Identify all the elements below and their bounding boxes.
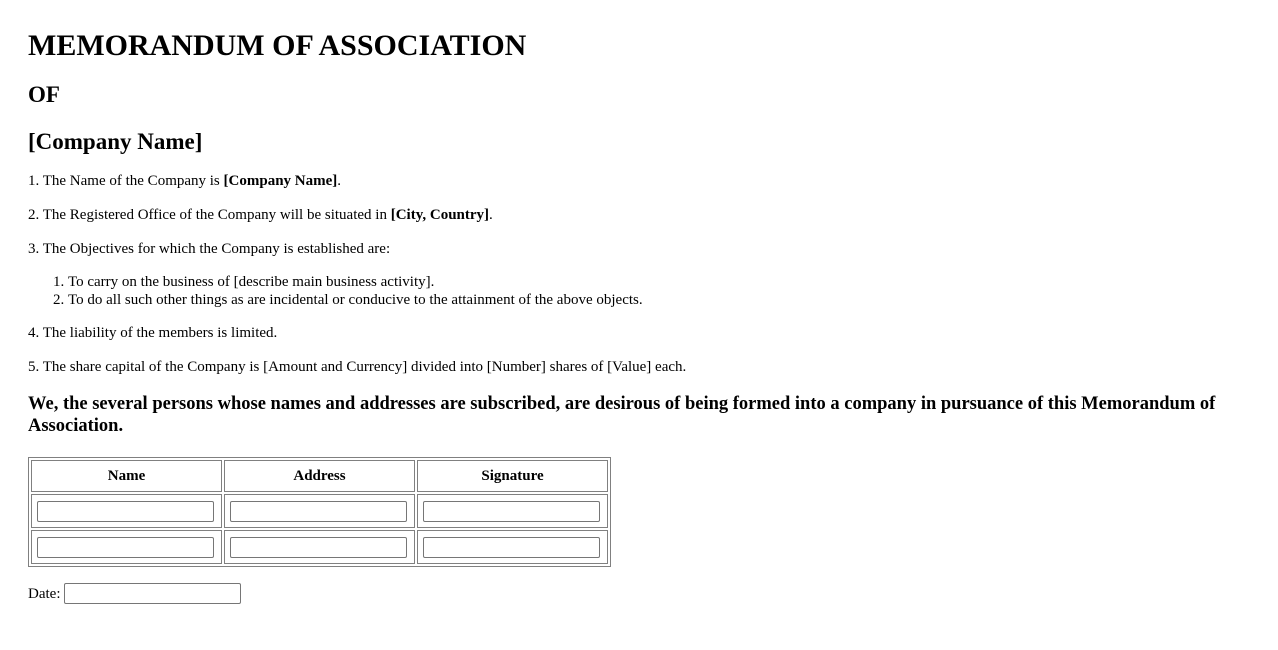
clause-5-share-capital: 5. The share capital of the Company is [Amount and Currency] divided into [Number] shares of [Value] each. bbox=[28, 359, 687, 375]
table-row bbox=[31, 530, 608, 564]
subscriber-name-input[interactable] bbox=[37, 537, 214, 558]
subscribers-declaration: We, the several persons whose names and addresses are subscribed, are desirous of being formed into a company in pursuance of this Memorandum of Association. bbox=[28, 394, 1216, 436]
column-header-address: Address bbox=[224, 460, 415, 492]
subscribers-table bbox=[28, 457, 611, 567]
subscriber-signature-input[interactable] bbox=[423, 501, 600, 522]
table-cell bbox=[417, 530, 608, 564]
clause-3-objectives: 3. The Objectives for which the Company is established are: bbox=[28, 241, 391, 257]
clause-1-period: . bbox=[337, 173, 342, 189]
objectives-list bbox=[28, 273, 1250, 309]
document-of-heading: OF bbox=[28, 82, 60, 107]
subscriber-address-input[interactable] bbox=[230, 501, 407, 522]
subscriber-name-input[interactable] bbox=[37, 501, 214, 522]
clause-1-company-placeholder: [Company Name] bbox=[223, 173, 338, 189]
subscriber-address-input[interactable] bbox=[230, 537, 407, 558]
clause-1-company-name bbox=[28, 171, 1250, 191]
objective-item: 2. To do all such other things as are incidental or conducive to the attainment of the above objects. bbox=[68, 291, 1250, 309]
date-row bbox=[28, 583, 1250, 604]
table-header-row bbox=[31, 460, 608, 492]
document-title: MEMORANDUM OF ASSOCIATION bbox=[28, 29, 527, 62]
table-row bbox=[31, 494, 608, 528]
clause-2-period: . bbox=[489, 207, 493, 223]
clause-1-text: 1. The Name of the Company is bbox=[28, 173, 224, 189]
table-cell bbox=[31, 494, 222, 528]
table-cell bbox=[224, 530, 415, 564]
objective-item: 1. To carry on the business of [describe main business activity]. bbox=[68, 273, 1250, 291]
date-input[interactable] bbox=[64, 583, 241, 604]
clause-2-location-placeholder: [City, Country] bbox=[390, 207, 490, 223]
clause-4-liability: 4. The liability of the members is limited. bbox=[28, 325, 278, 341]
table-cell bbox=[417, 494, 608, 528]
table-cell bbox=[31, 530, 222, 564]
clause-2-text: 2. The Registered Office of the Company will be situated in bbox=[28, 207, 391, 223]
date-label: Date: bbox=[28, 585, 61, 602]
company-name-heading: [Company Name] bbox=[28, 129, 203, 154]
subscriber-signature-input[interactable] bbox=[423, 537, 600, 558]
column-header-signature: Signature bbox=[417, 460, 608, 492]
clause-2-registered-office bbox=[28, 205, 1250, 225]
column-header-name: Name bbox=[31, 460, 222, 492]
table-cell bbox=[224, 494, 415, 528]
